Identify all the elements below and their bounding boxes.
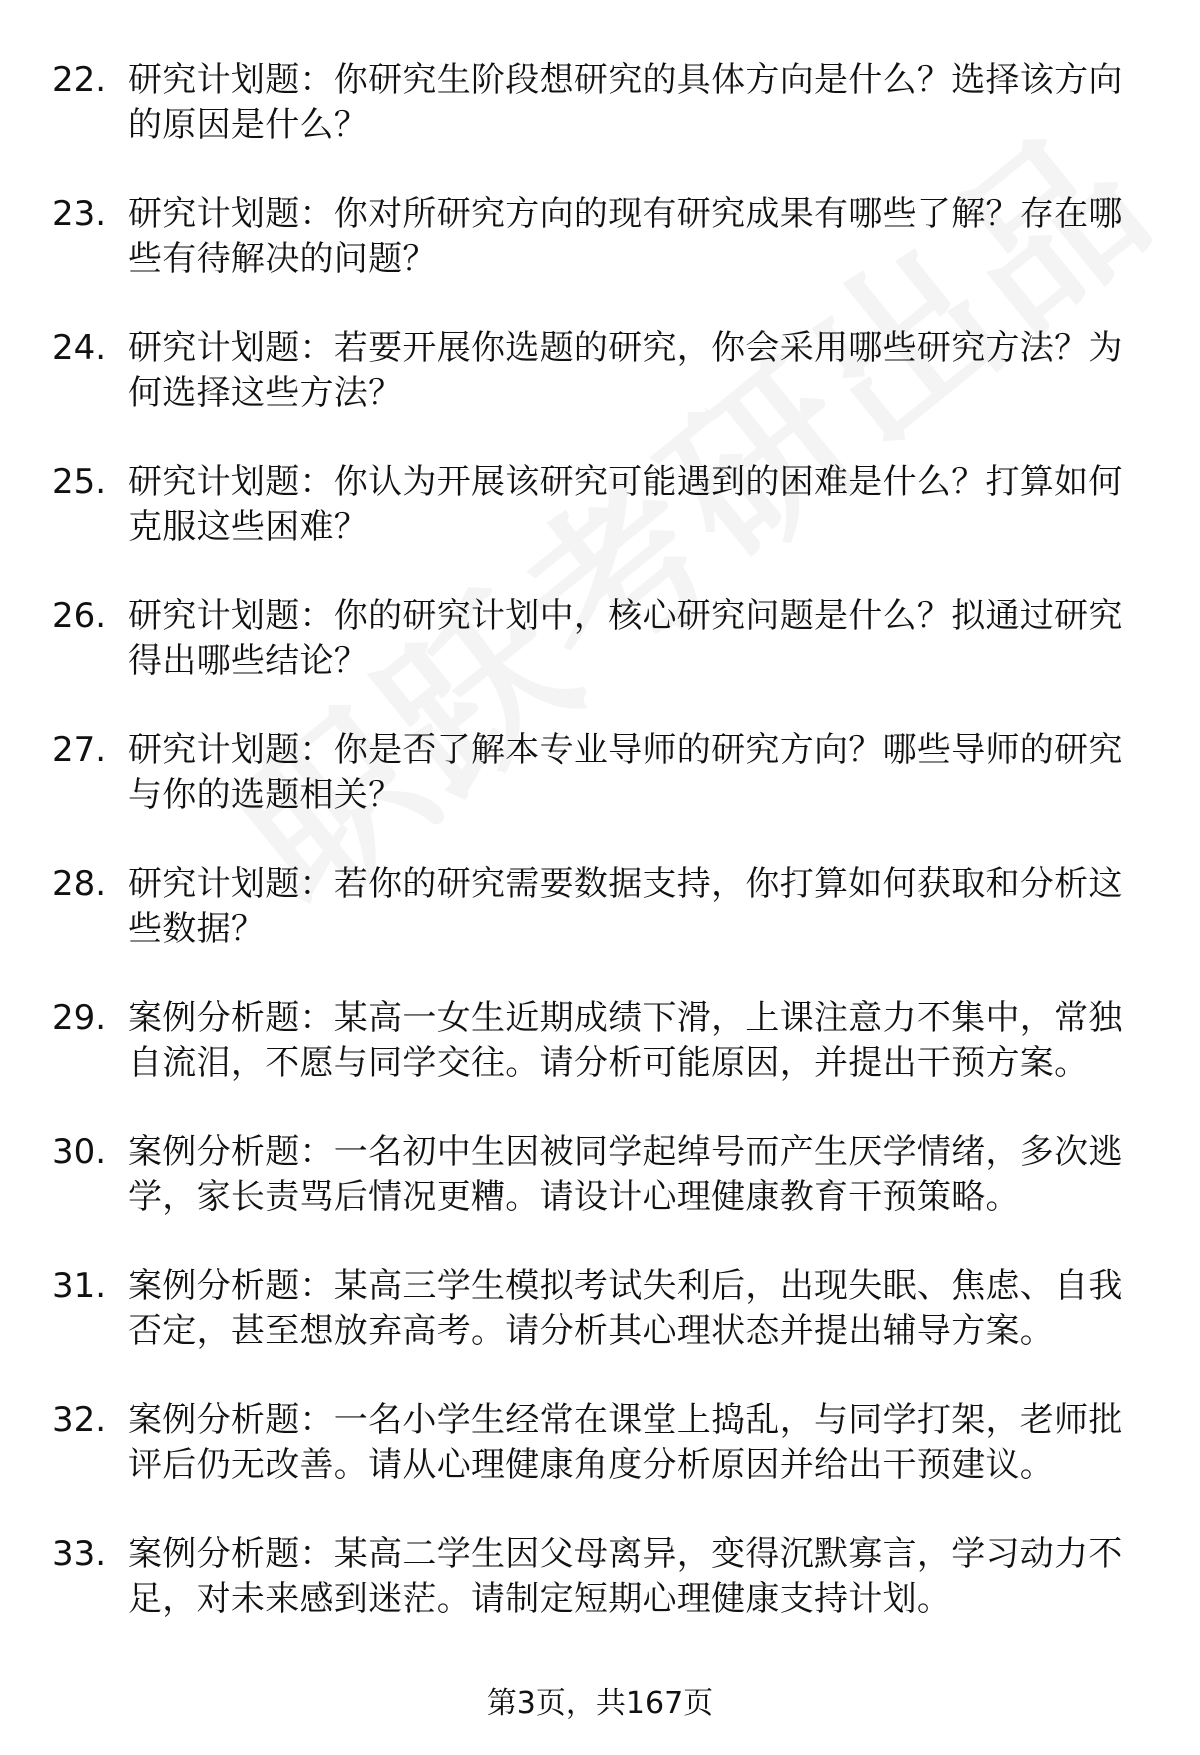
question-text: 研究计划题：若要开展你选题的研究，你会采用哪些研究方法？为何选择这些方法？ (128, 328, 1123, 413)
question-number: 24. (52, 328, 107, 368)
question-number: 29. (52, 998, 107, 1038)
question-number: 23. (52, 194, 107, 234)
question-number: 31. (52, 1266, 107, 1306)
question-list (52, 58, 1152, 1666)
question-number: 25. (52, 462, 107, 502)
question-number: 22. (52, 60, 107, 100)
question-text: 案例分析题：某高二学生因父母离异，变得沉默寡言，学习动力不足，对未来感到迷茫。请制定短期心理健康支持计划。 (128, 1534, 1123, 1619)
question-item (52, 1264, 1152, 1354)
page-footer: 第3页，共167页 (486, 1686, 714, 1721)
question-text: 研究计划题：你认为开展该研究可能遇到的困难是什么？打算如何克服这些困难？ (128, 462, 1123, 547)
question-item (52, 594, 1152, 684)
question-text: 研究计划题：你对所研究方向的现有研究成果有哪些了解？存在哪些有待解决的问题？ (128, 194, 1123, 279)
question-number: 28. (52, 864, 107, 904)
question-number: 27. (52, 730, 107, 770)
question-item (52, 1130, 1152, 1220)
question-item (52, 1532, 1152, 1622)
question-number: 33. (52, 1534, 107, 1574)
question-text: 研究计划题：你的研究计划中，核心研究问题是什么？拟通过研究得出哪些结论？ (128, 596, 1123, 681)
question-item (52, 192, 1152, 282)
question-number: 30. (52, 1132, 107, 1172)
question-item (52, 728, 1152, 818)
question-text: 研究计划题：你研究生阶段想研究的具体方向是什么？选择该方向的原因是什么？ (128, 60, 1123, 145)
question-item (52, 996, 1152, 1086)
question-text: 研究计划题：你是否了解本专业导师的研究方向？哪些导师的研究与你的选题相关？ (128, 730, 1123, 815)
question-item (52, 58, 1152, 148)
question-text: 研究计划题：若你的研究需要数据支持，你打算如何获取和分析这些数据？ (128, 864, 1123, 949)
question-item (52, 862, 1152, 952)
question-item (52, 326, 1152, 416)
question-item (52, 460, 1152, 550)
question-text: 案例分析题：一名初中生因被同学起绰号而产生厌学情绪，多次逃学，家长责骂后情况更糟。请设计心理健康教育干预策略。 (128, 1132, 1123, 1217)
question-item (52, 1398, 1152, 1488)
question-text: 案例分析题：某高一女生近期成绩下滑，上课注意力不集中，常独自流泪，不愿与同学交往。请分析可能原因，并提出干预方案。 (128, 998, 1123, 1083)
question-number: 32. (52, 1400, 107, 1440)
question-text: 案例分析题：一名小学生经常在课堂上捣乱，与同学打架，老师批评后仍无改善。请从心理健康角度分析原因并给出干预建议。 (128, 1400, 1123, 1485)
question-text: 案例分析题：某高三学生模拟考试失利后，出现失眠、焦虑、自我否定，甚至想放弃高考。请分析其心理状态并提出辅导方案。 (128, 1266, 1123, 1351)
question-number: 26. (52, 596, 107, 636)
